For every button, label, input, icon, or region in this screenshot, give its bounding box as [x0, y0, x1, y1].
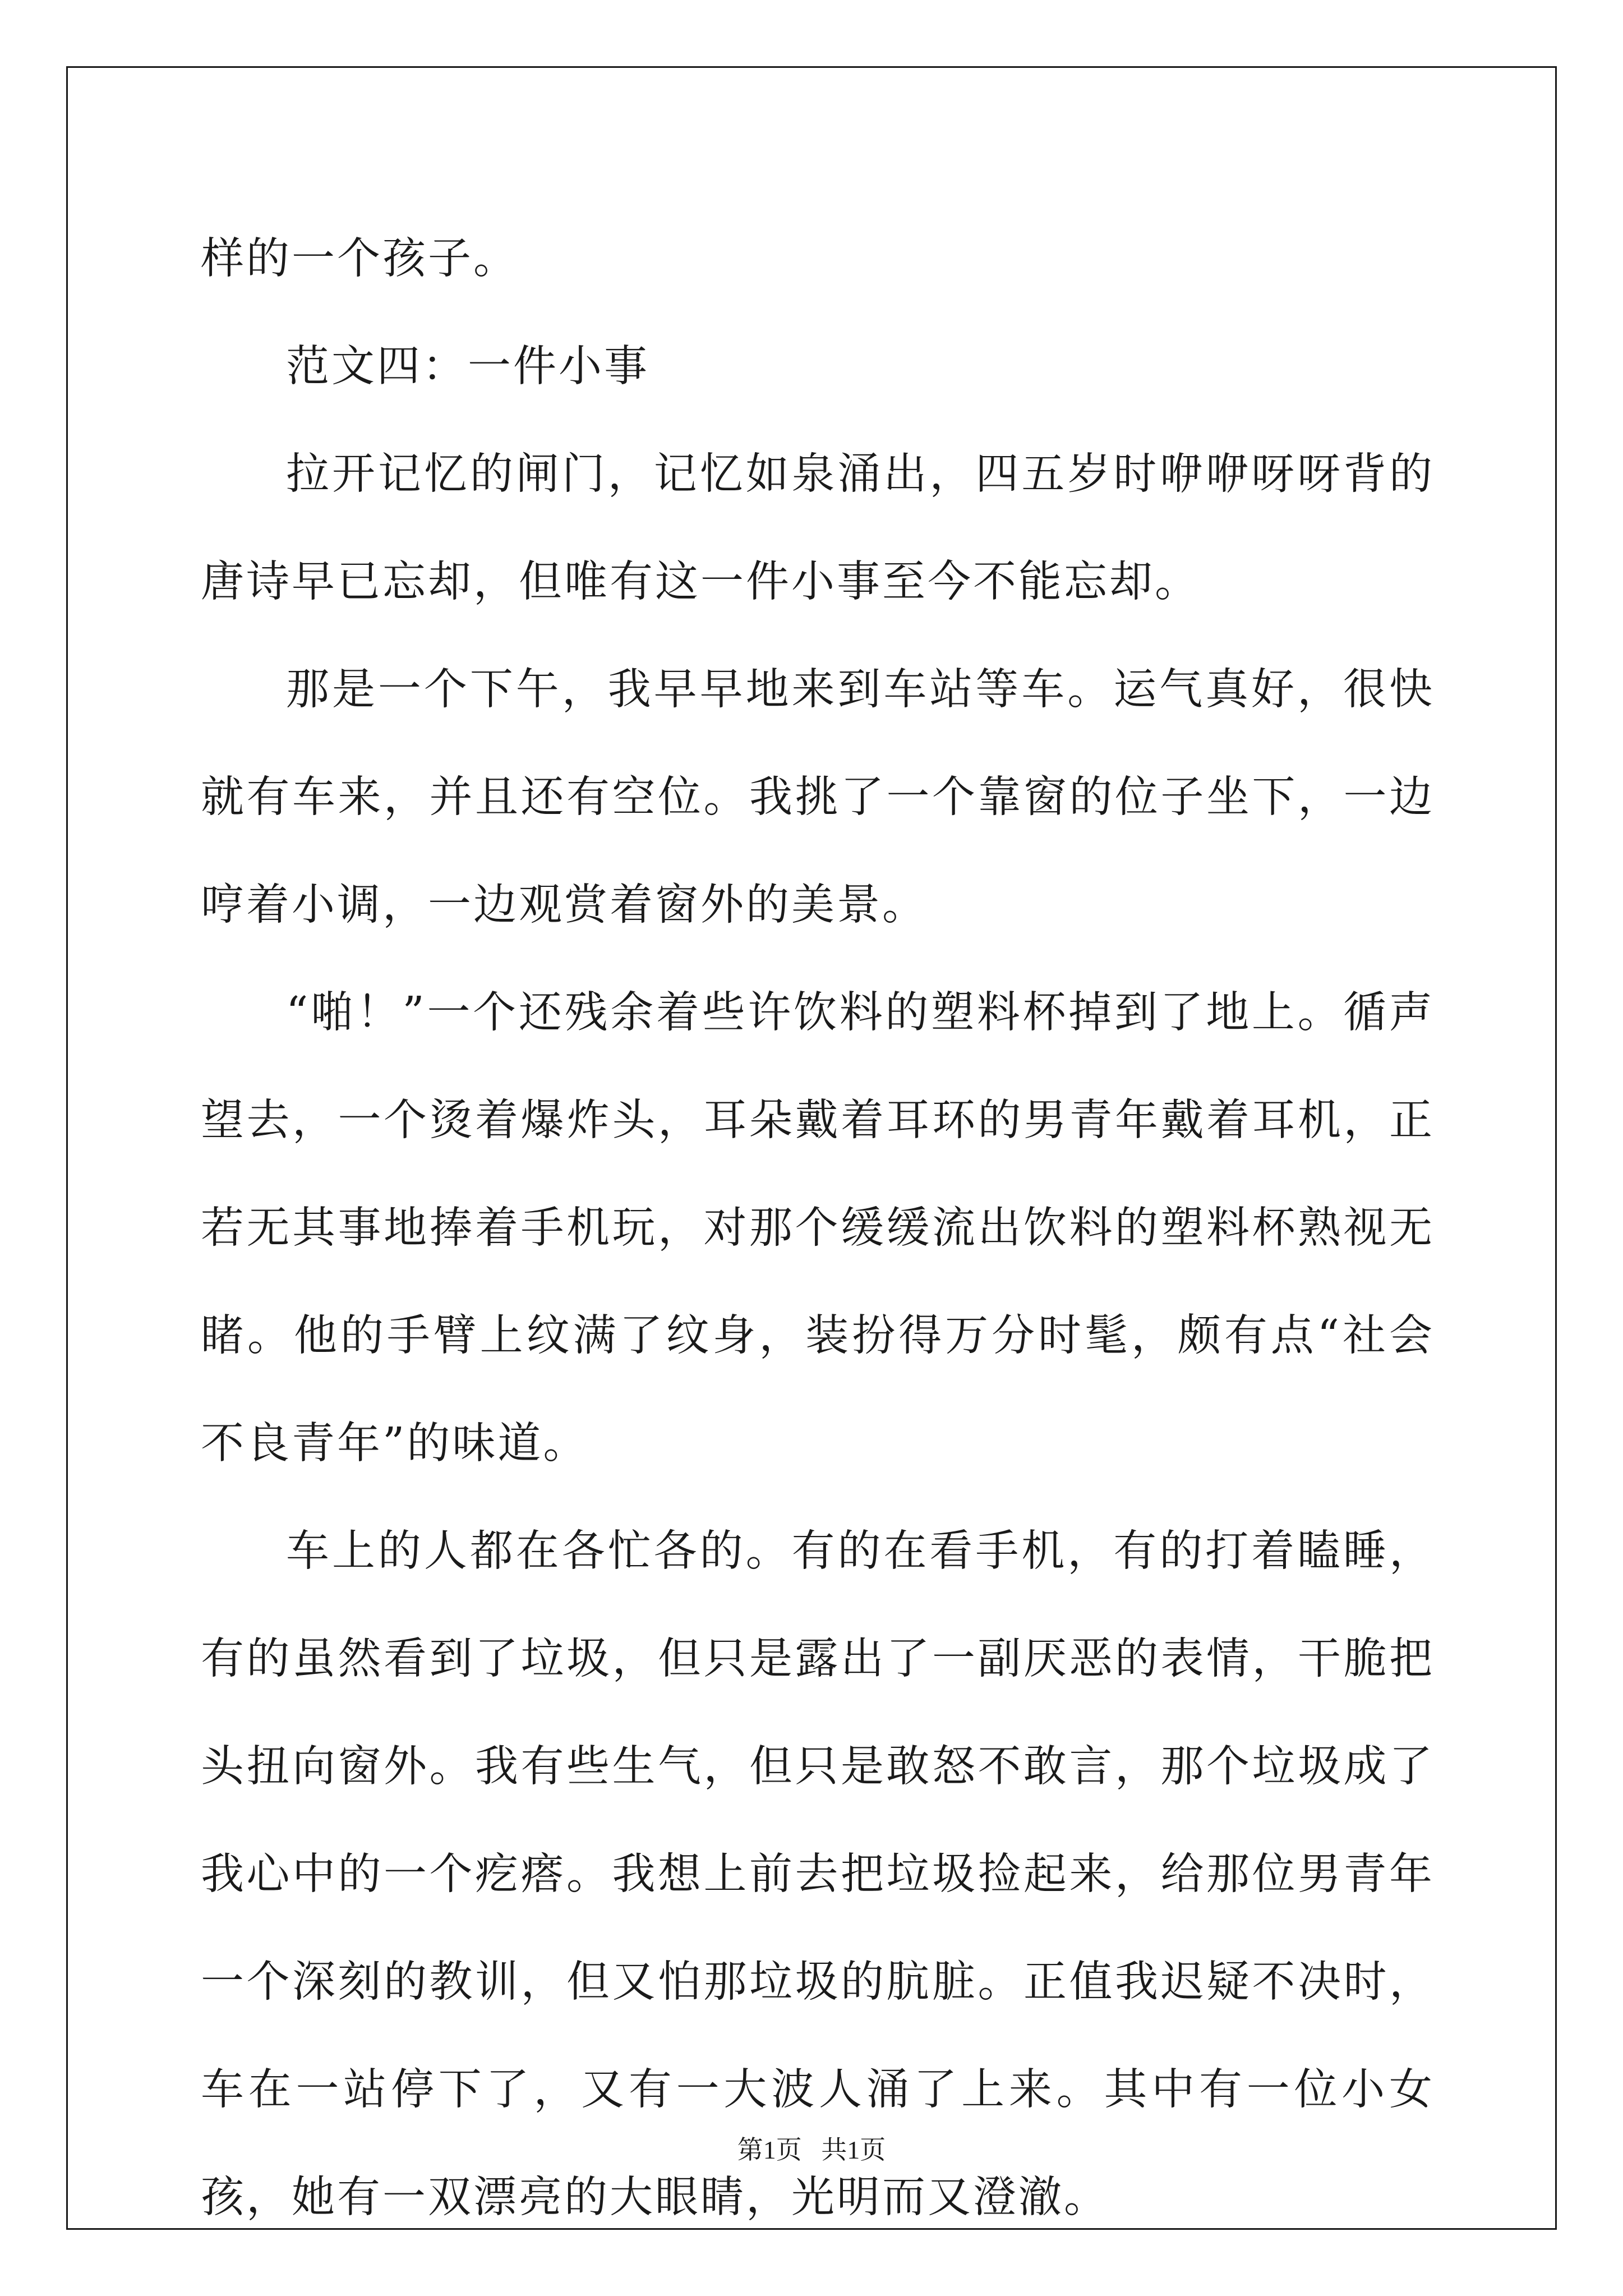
paragraph: 车上的人都在各忙各的。有的在看手机，有的打着瞌睡，有的虽然看到了垃圾，但只是露出了一副厌恶的表情，干脆把头扭向窗外。我有些生气，但只是敢怒不敢言，那个垃圾成了我心中的一个疙瘩。我想上前去把垃圾捡起来，给那位男青年一个深刻的教训，但又怕那垃圾的肮脏。正值我迟疑不决时，车在一站停下了，又有一大波人涌了上来。其中有一位小女孩，她有一双漂亮的大眼睛，光明而又澄澈。: [201, 1526, 1435, 2223]
paragraph: “啪！”一个还残余着些许饮料的塑料杯掉到了地上。循声望去，一个烫着爆炸头，耳朵戴着耳环的男青年戴着耳机，正若无其事地捧着手机玩，对那个缓缓流出饮料的塑料杯熟视无睹。他的手臂上纹满了纹身，装扮得万分时髦，颇有点“社会不良青年”的味道。: [201, 988, 1435, 1469]
page-footer: 第1页 共1页: [737, 2136, 886, 2164]
paragraph-continued: 样的一个孩子。: [201, 234, 519, 284]
document-body: [201, 205, 1435, 2252]
paragraph: 拉开记忆的闸门，记忆如泉涌出，四五岁时咿咿呀呀背的唐诗早已忘却，但唯有这一件小事至今不能忘却。: [201, 449, 1435, 607]
paragraph: 那是一个下午，我早早地来到车站等车。运气真好，很快就有车来，并且还有空位。我挑了一个靠窗的位子坐下，一边哼着小调，一边观赏着窗外的美景。: [201, 665, 1435, 930]
section-heading: 范文四：一件小事: [286, 342, 649, 392]
